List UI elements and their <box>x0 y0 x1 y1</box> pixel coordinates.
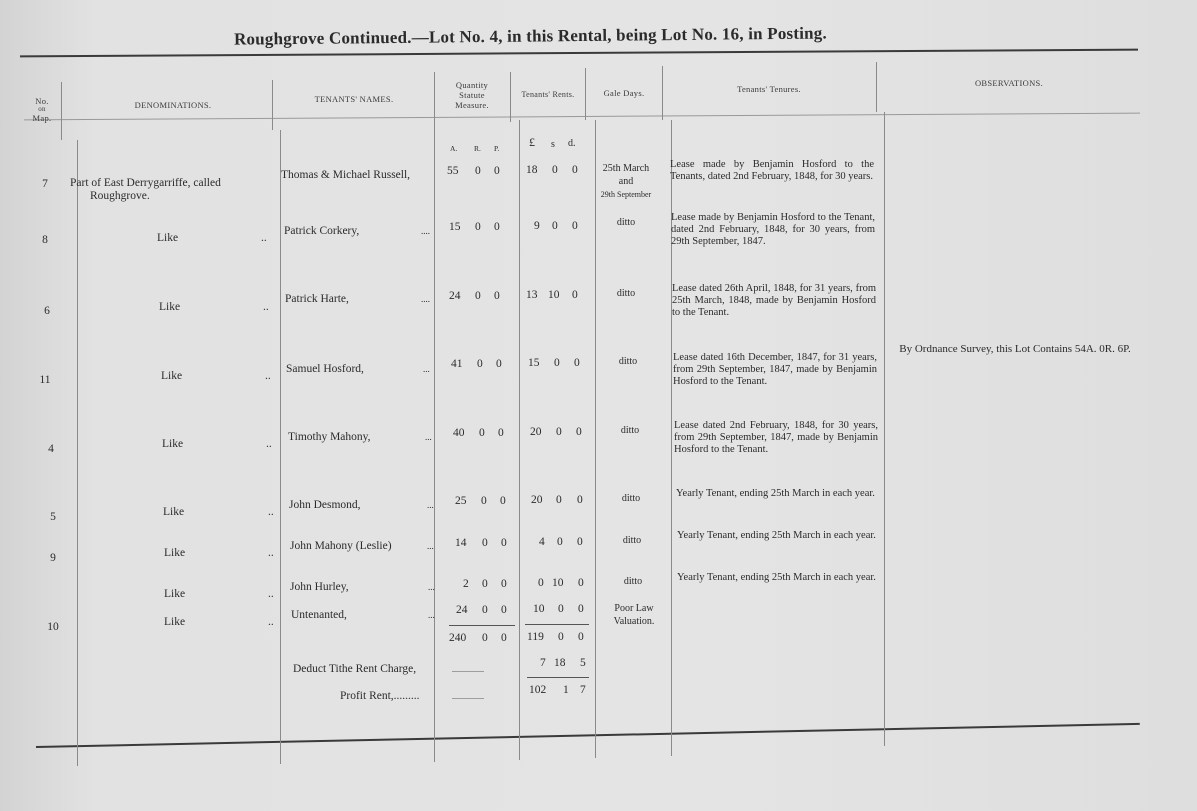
tenure: Lease dated 16th December, 1847, for 31 years, from 29th September, 1847, made by Benjamin Hosford to the Tenant. <box>673 352 877 387</box>
observations-note: By Ordnance Survey, this Lot Contains 54A. 0R. 6P. <box>899 343 1131 355</box>
tithe-dots: ................ <box>452 665 484 674</box>
rent-shillings: 0 <box>552 220 558 232</box>
page-title: Roughgrove Continued.—Lot No. 4, in this Rental, being Lot No. 16, in Posting. <box>233 23 827 49</box>
rent-pounds: 18 <box>526 164 538 176</box>
rent-total-rule <box>525 624 589 625</box>
denomination: Part of East Derrygarriffe, called <box>70 177 221 189</box>
map-number: 8 <box>42 234 48 246</box>
area-perches: 0 <box>501 537 507 549</box>
tenant-dots: ... <box>425 432 432 442</box>
denomination: Like <box>161 370 183 382</box>
map-number: 6 <box>44 305 50 317</box>
tenure: Yearly Tenant, ending 25th March in each year. <box>677 572 876 583</box>
header-on-line: on <box>38 105 46 113</box>
tenant-dots: ... <box>427 541 434 551</box>
tenant-name: Timothy Mahony, <box>288 431 371 443</box>
col-divider <box>272 80 273 130</box>
area-acres: 14 <box>455 537 467 549</box>
tenure: Lease made by Benjamin Hosford to the Tenant, dated 2nd February, 1848, for 30 years, from 29th September, 1847. <box>671 212 875 247</box>
rent-pounds: 10 <box>533 603 545 615</box>
area-acres: 41 <box>451 358 463 370</box>
header-denominations: DENOMINATIONS. <box>134 100 212 110</box>
unit-pound: £ <box>529 135 535 149</box>
area-perches: 0 <box>496 358 502 370</box>
tenure: Yearly Tenant, ending 25th March in each year. <box>676 488 875 499</box>
denomination: Like <box>162 438 184 450</box>
rent-shillings: 0 <box>556 426 562 438</box>
rent-shillings: 0 <box>552 164 558 176</box>
col-divider <box>434 72 435 762</box>
area-perches: 0 <box>494 221 500 233</box>
tenant-dots: .... <box>421 294 430 304</box>
rent-shillings: 10 <box>548 289 560 301</box>
area-roods: 0 <box>477 358 483 370</box>
tenure: Lease dated 26th April, 1848, for 31 years, from 25th March, 1848, made by Benjamin Hosford to the Tenant. <box>672 283 876 318</box>
map-number: 5 <box>50 511 56 523</box>
denomination-dots: .. <box>261 232 267 244</box>
header-gale-days: Gale Days. <box>603 88 645 98</box>
area-roods: 0 <box>482 537 488 549</box>
profit-label: Profit Rent,......... <box>340 690 420 702</box>
tenant-dots: ... <box>428 582 435 592</box>
area-perches: 0 <box>494 290 500 302</box>
profit-pence: 7 <box>580 684 586 696</box>
area-roods: 0 <box>482 578 488 590</box>
area-acres: 55 <box>447 165 459 177</box>
map-number: 7 <box>42 178 48 190</box>
area-acres: 24 <box>456 604 468 616</box>
area-acres: 15 <box>449 221 461 233</box>
profit-pounds: 102 <box>529 684 547 696</box>
map-number: 10 <box>47 621 59 633</box>
area-roods: 0 <box>482 604 488 616</box>
gale-day: ditto <box>616 217 636 228</box>
top-rule <box>20 49 1138 58</box>
area-roods: 0 <box>481 495 487 507</box>
tenant-dots: .... <box>421 226 430 236</box>
denomination-dots: .. <box>266 438 272 450</box>
denomination: Like <box>159 301 181 313</box>
area-roods: 0 <box>475 290 481 302</box>
header-quantity-line2: Statute <box>459 90 485 100</box>
tenure: Lease made by Benjamin Hosford to the Tenants, dated 2nd February, 1848, for 30 years. <box>670 159 874 182</box>
header-quantity <box>436 80 508 110</box>
header-tenures: Tenants' Tenures. <box>737 84 801 94</box>
rent-pounds: 0 <box>538 577 544 589</box>
rent-pence: 0 <box>577 494 583 506</box>
denomination-cont: Roughgrove. <box>90 190 150 202</box>
denomination-dots: .. <box>268 506 274 518</box>
rent-shillings: 0 <box>557 536 563 548</box>
denomination-dots: .. <box>268 547 274 559</box>
total-roods: 0 <box>482 632 488 644</box>
tenant-dots: ... <box>427 500 434 510</box>
total-rent-shillings: 0 <box>558 631 564 643</box>
denomination: Like <box>164 547 186 559</box>
area-perches: 0 <box>498 427 504 439</box>
header-no-line: No. <box>35 96 49 106</box>
rent-pounds: 20 <box>530 426 542 438</box>
map-number: 11 <box>39 374 51 386</box>
gale-day: 25th March <box>602 163 650 174</box>
tenure: Yearly Tenant, ending 25th March in each year. <box>677 530 876 541</box>
denomination-dots: .. <box>268 588 274 600</box>
header-observations: OBSERVATIONS. <box>974 78 1043 88</box>
denomination: Like <box>163 506 185 518</box>
rent-pounds: 13 <box>526 289 538 301</box>
total-rent-pence: 0 <box>578 631 584 643</box>
gale-day-2: Valuation. <box>613 616 655 627</box>
area-perches: 0 <box>494 165 500 177</box>
area-perches: 0 <box>500 495 506 507</box>
tenure: Lease dated 2nd February, 1848, for 30 years, from 29th September, 1847, made by Benjamin Hosford to the Tenant. <box>674 420 878 455</box>
gale-day: ditto <box>616 288 636 299</box>
header-quantity-line3: Measure. <box>455 100 489 110</box>
bottom-rule <box>36 723 1140 748</box>
col-divider <box>884 112 885 746</box>
gale-day-and: and <box>618 176 634 187</box>
map-number: 9 <box>50 552 56 564</box>
tenant-name: John Hurley, <box>290 581 349 593</box>
rent-pounds: 9 <box>534 220 540 232</box>
header-no-map <box>24 96 60 123</box>
tithe-shillings: 18 <box>554 657 566 669</box>
gale-day: Poor Law <box>614 603 654 614</box>
tithe-rule <box>527 677 589 678</box>
area-acres: 24 <box>449 290 461 302</box>
map-number: 4 <box>48 443 54 455</box>
col-divider <box>280 130 281 764</box>
tenant-dots: ... <box>428 610 435 620</box>
rent-pence: 0 <box>572 220 578 232</box>
unit-roods: R. <box>474 144 481 153</box>
rent-pence: 0 <box>578 577 584 589</box>
rent-pence: 0 <box>576 426 582 438</box>
rent-shillings: 0 <box>554 357 560 369</box>
col-divider <box>61 82 62 140</box>
area-acres: 2 <box>463 578 469 590</box>
col-divider <box>77 140 78 766</box>
tenant-name: John Desmond, <box>289 499 361 511</box>
gale-day: ditto <box>623 576 643 587</box>
rent-pounds: 20 <box>531 494 543 506</box>
gale-day: ditto <box>621 493 641 504</box>
header-rule <box>24 113 1140 121</box>
rent-pence: 0 <box>577 536 583 548</box>
unit-pence: d. <box>568 138 576 149</box>
area-acres: 40 <box>453 427 465 439</box>
unit-perches: P. <box>494 144 500 153</box>
header-quantity-line1: Quantity <box>455 80 489 90</box>
tenant-dots: ... <box>423 364 430 374</box>
area-acres: 25 <box>455 495 467 507</box>
gale-day: ditto <box>622 535 642 546</box>
tithe-pence: 5 <box>580 657 586 669</box>
total-rent-pounds: 119 <box>527 631 544 643</box>
denomination: Like <box>164 588 186 600</box>
gale-day: ditto <box>618 356 638 367</box>
gale-day: ditto <box>620 425 640 436</box>
area-roods: 0 <box>475 165 481 177</box>
profit-shillings: 1 <box>563 684 569 696</box>
total-perches: 0 <box>501 632 507 644</box>
total-acres: 240 <box>449 632 467 644</box>
unit-shillings: s <box>551 139 555 150</box>
tenant-name: Patrick Corkery, <box>284 225 360 237</box>
tenant-name: John Mahony (Leslie) <box>290 540 392 552</box>
profit-dots: ................ <box>452 692 484 701</box>
rent-pence: 0 <box>572 289 578 301</box>
tenant-name: Patrick Harte, <box>285 293 349 305</box>
rent-pence: 0 <box>578 603 584 615</box>
area-total-rule <box>449 625 515 626</box>
tenant-name: Untenanted, <box>291 609 347 621</box>
rent-pence: 0 <box>572 164 578 176</box>
rent-pence: 0 <box>574 357 580 369</box>
area-perches: 0 <box>501 604 507 616</box>
col-divider <box>876 62 877 112</box>
rent-pounds: 4 <box>539 536 545 548</box>
rent-pounds: 15 <box>528 357 540 369</box>
tithe-label: Deduct Tithe Rent Charge, <box>293 663 417 675</box>
rent-shillings: 0 <box>558 603 564 615</box>
denomination: Like <box>157 232 179 244</box>
denomination: Like <box>164 616 186 628</box>
tenant-name: Samuel Hosford, <box>286 363 364 375</box>
tithe-pounds: 7 <box>540 657 546 669</box>
denomination-dots: .. <box>268 616 274 628</box>
denomination-dots: .. <box>263 301 269 313</box>
rent-shillings: 10 <box>552 577 564 589</box>
area-roods: 0 <box>479 427 485 439</box>
gale-day-2: 29th September <box>600 190 652 199</box>
denomination-dots: .. <box>265 370 271 382</box>
header-map-line: Map. <box>32 113 52 123</box>
header-rents: Tenants' Rents. <box>521 90 575 99</box>
header-tenants-names: TENANTS' NAMES. <box>314 94 394 104</box>
area-perches: 0 <box>501 578 507 590</box>
unit-acres: A. <box>450 144 458 153</box>
col-divider <box>519 120 520 760</box>
tenant-name: Thomas & Michael Russell, <box>281 169 411 181</box>
area-roods: 0 <box>475 221 481 233</box>
rent-shillings: 0 <box>556 494 562 506</box>
